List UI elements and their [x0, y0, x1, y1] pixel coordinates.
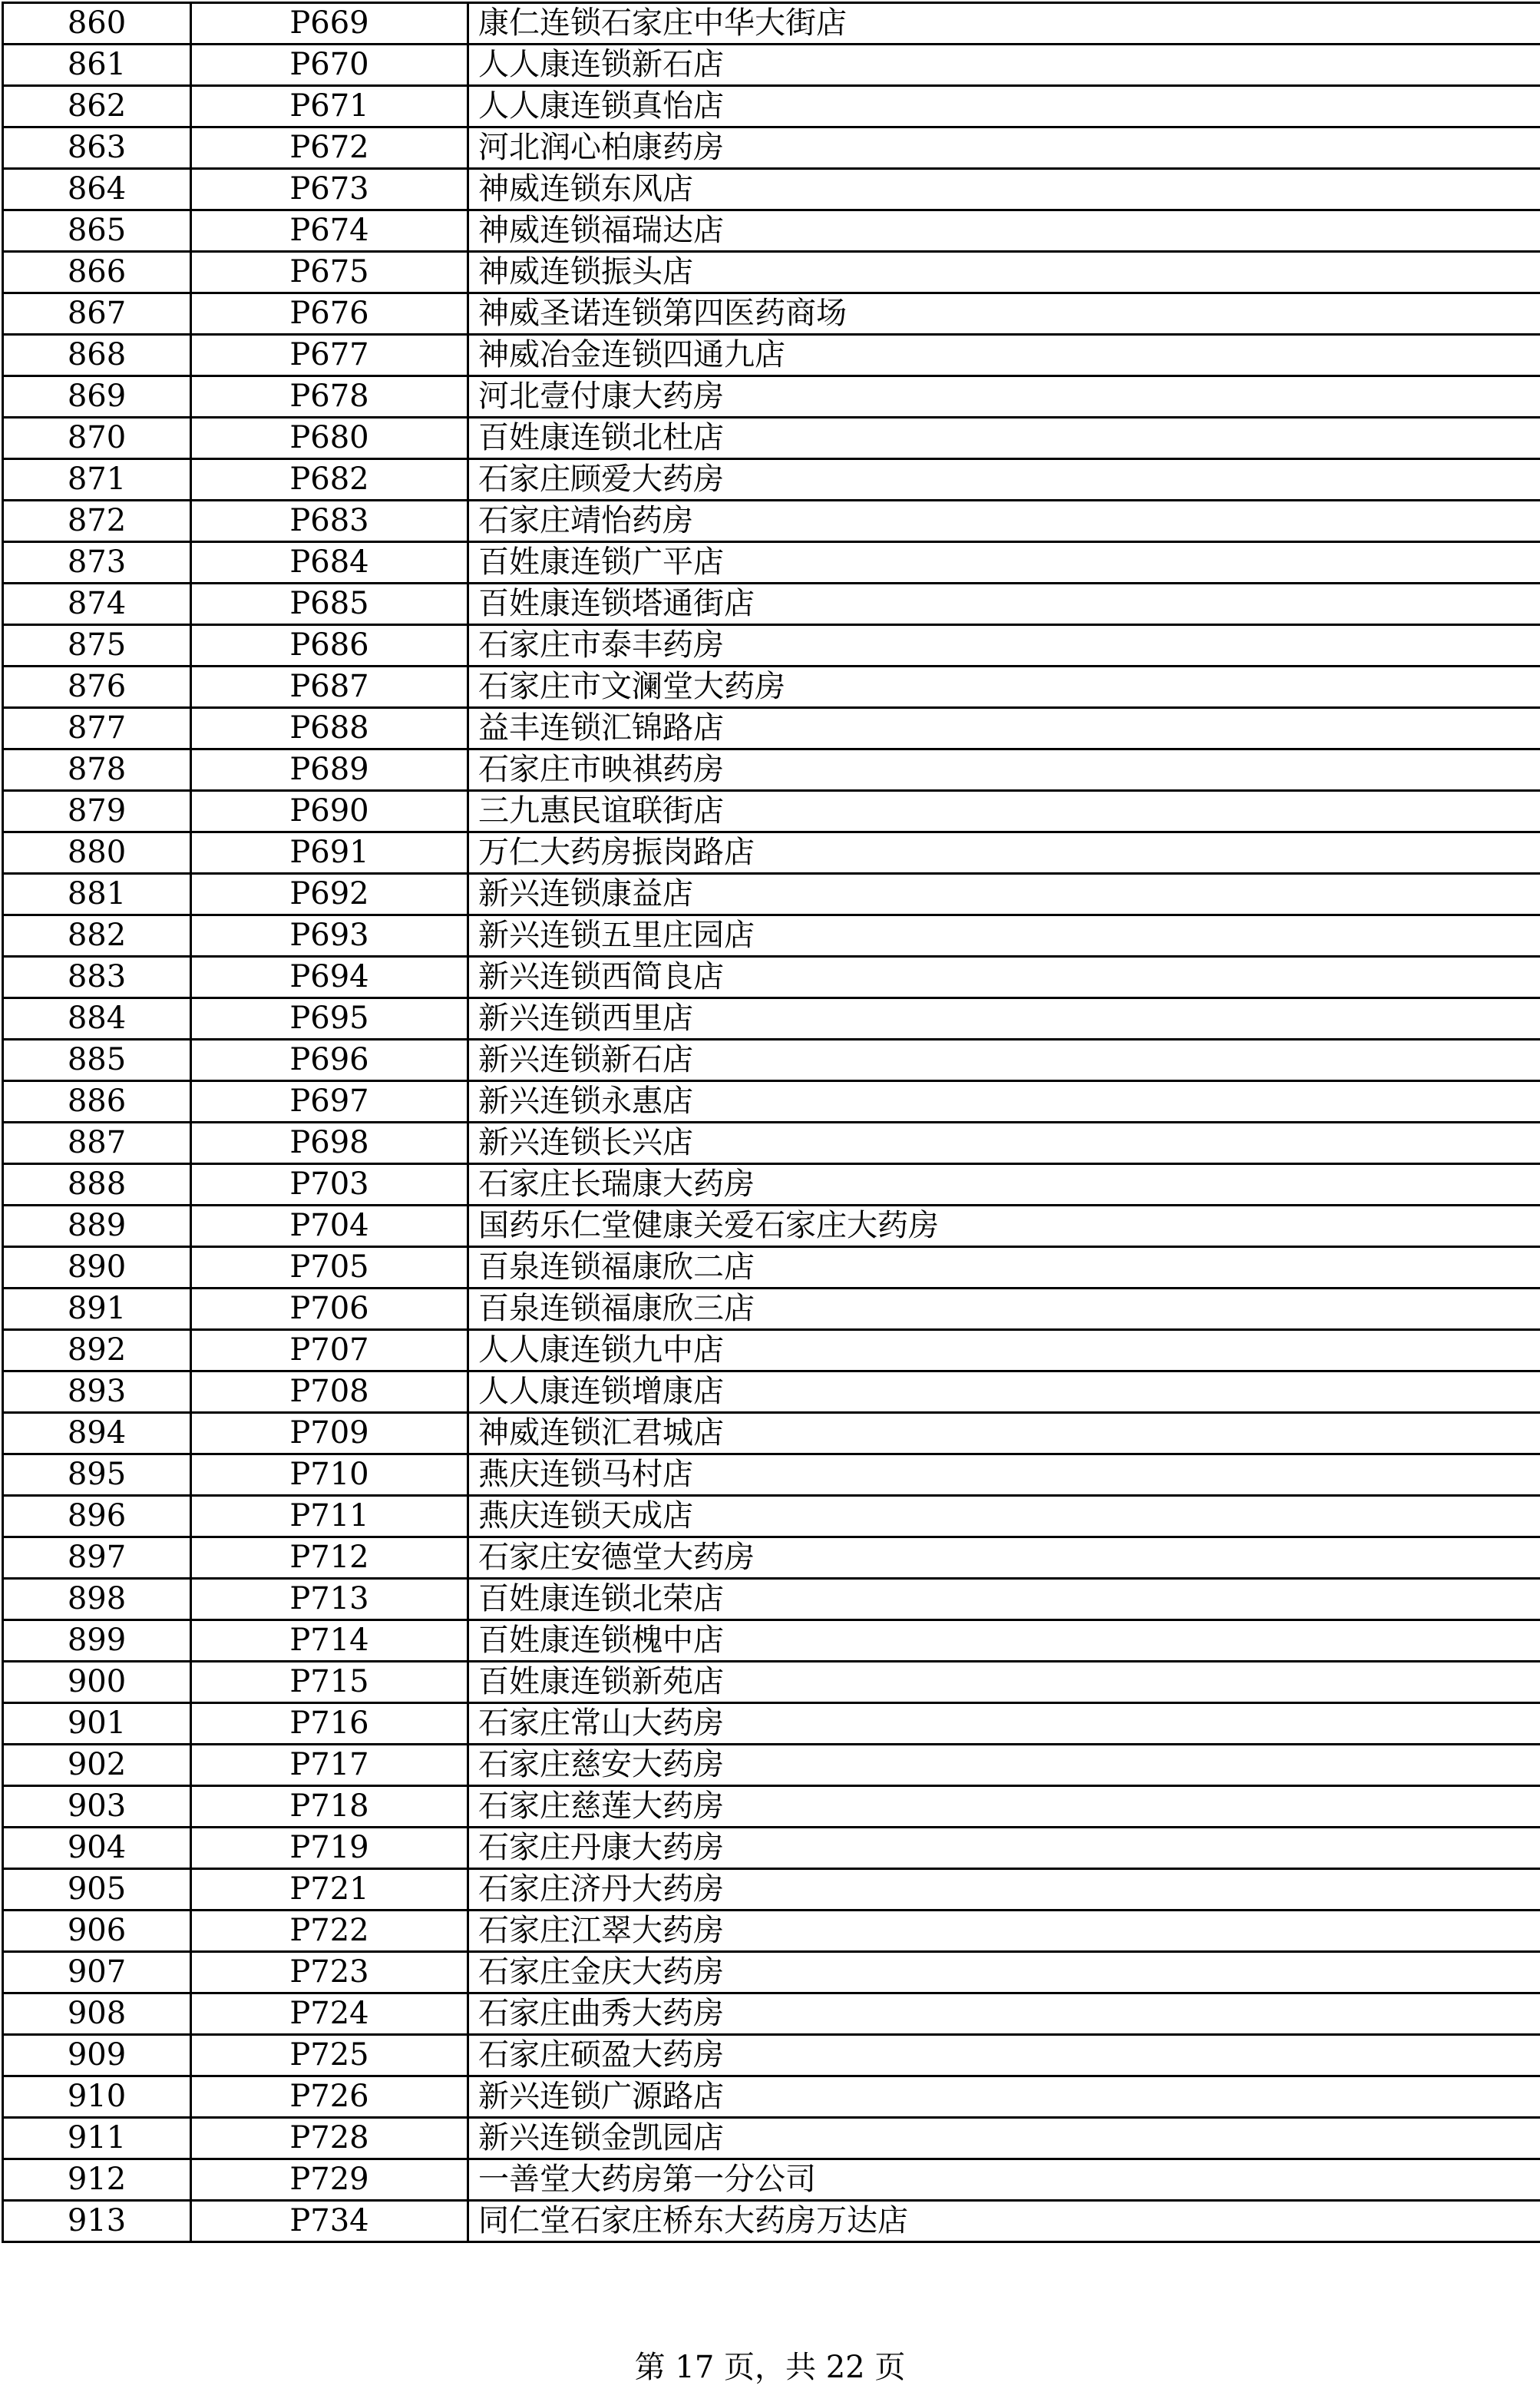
table-row [3, 542, 1540, 584]
store-name-cell: 河北壹付康大药房 [468, 376, 1540, 418]
table-row [3, 459, 1540, 501]
store-name-cell: 石家庄慈安大药房 [468, 1745, 1540, 1786]
row-number-cell: 899 [3, 1620, 191, 1662]
store-name-cell: 石家庄常山大药房 [468, 1703, 1540, 1745]
table-row [3, 1123, 1540, 1164]
row-number-cell: 913 [3, 2201, 191, 2242]
store-name-cell: 新兴连锁广源路店 [468, 2076, 1540, 2118]
store-name-cell: 新兴连锁长兴店 [468, 1123, 1540, 1164]
table-row [3, 708, 1540, 749]
table-row [3, 252, 1540, 293]
row-number-cell: 894 [3, 1413, 191, 1454]
row-number-cell: 888 [3, 1164, 191, 1206]
store-code-cell: P689 [191, 749, 468, 791]
store-code-cell: P721 [191, 1869, 468, 1911]
row-number-cell: 875 [3, 625, 191, 667]
store-code-cell: P722 [191, 1911, 468, 1952]
table-row [3, 418, 1540, 459]
store-name-cell: 新兴连锁五里庄园店 [468, 915, 1540, 957]
table-row [3, 1206, 1540, 1247]
store-name-cell: 国药乐仁堂健康关爱石家庄大药房 [468, 1206, 1540, 1247]
row-number-cell: 893 [3, 1371, 191, 1413]
store-name-cell: 人人康连锁增康店 [468, 1371, 1540, 1413]
table-row [3, 86, 1540, 127]
table-row [3, 1330, 1540, 1371]
table-row [3, 1869, 1540, 1911]
store-name-cell: 燕庆连锁马村店 [468, 1454, 1540, 1496]
row-number-cell: 871 [3, 459, 191, 501]
store-code-cell: P704 [191, 1206, 468, 1247]
store-name-cell: 石家庄江翠大药房 [468, 1911, 1540, 1952]
table-row [3, 335, 1540, 376]
table-row [3, 1537, 1540, 1579]
table-body [3, 3, 1540, 2242]
store-code-cell: P673 [191, 169, 468, 210]
table-row [3, 1496, 1540, 1537]
table-row [3, 1164, 1540, 1206]
store-name-cell: 万仁大药房振岗路店 [468, 832, 1540, 874]
row-number-cell: 895 [3, 1454, 191, 1496]
store-code-cell: P705 [191, 1247, 468, 1289]
row-number-cell: 896 [3, 1496, 191, 1537]
store-code-cell: P715 [191, 1662, 468, 1703]
table-row [3, 1828, 1540, 1869]
row-number-cell: 868 [3, 335, 191, 376]
store-name-cell: 百姓康连锁槐中店 [468, 1620, 1540, 1662]
table-row [3, 210, 1540, 252]
table-row [3, 998, 1540, 1040]
store-code-cell: P682 [191, 459, 468, 501]
row-number-cell: 892 [3, 1330, 191, 1371]
store-code-cell: P718 [191, 1786, 468, 1828]
store-name-cell: 石家庄慈莲大药房 [468, 1786, 1540, 1828]
store-name-cell: 石家庄市文澜堂大药房 [468, 667, 1540, 708]
row-number-cell: 882 [3, 915, 191, 957]
row-number-cell: 910 [3, 2076, 191, 2118]
row-number-cell: 897 [3, 1537, 191, 1579]
row-number-cell: 869 [3, 376, 191, 418]
store-code-cell: P692 [191, 874, 468, 915]
store-name-cell: 人人康连锁新石店 [468, 45, 1540, 86]
store-code-cell: P693 [191, 915, 468, 957]
row-number-cell: 891 [3, 1289, 191, 1330]
store-code-cell: P677 [191, 335, 468, 376]
row-number-cell: 884 [3, 998, 191, 1040]
table-row [3, 2159, 1540, 2201]
row-number-cell: 901 [3, 1703, 191, 1745]
table-row [3, 2118, 1540, 2159]
store-name-cell: 新兴连锁金凯园店 [468, 2118, 1540, 2159]
row-number-cell: 872 [3, 501, 191, 542]
store-name-cell: 百姓康连锁北杜店 [468, 418, 1540, 459]
row-number-cell: 865 [3, 210, 191, 252]
row-number-cell: 883 [3, 957, 191, 998]
row-number-cell: 862 [3, 86, 191, 127]
table-row [3, 791, 1540, 832]
row-number-cell: 889 [3, 1206, 191, 1247]
table-row [3, 1911, 1540, 1952]
row-number-cell: 879 [3, 791, 191, 832]
table-row [3, 1952, 1540, 1993]
store-code-cell: P684 [191, 542, 468, 584]
store-code-cell: P680 [191, 418, 468, 459]
table-row [3, 1371, 1540, 1413]
row-number-cell: 863 [3, 127, 191, 169]
table-row [3, 874, 1540, 915]
table-row [3, 127, 1540, 169]
store-code-cell: P691 [191, 832, 468, 874]
store-code-cell: P694 [191, 957, 468, 998]
table-row [3, 501, 1540, 542]
store-code-cell: P688 [191, 708, 468, 749]
store-name-cell: 康仁连锁石家庄中华大街店 [468, 3, 1540, 45]
store-name-cell: 三九惠民谊联街店 [468, 791, 1540, 832]
store-code-cell: P675 [191, 252, 468, 293]
row-number-cell: 908 [3, 1993, 191, 2035]
table-row [3, 376, 1540, 418]
store-code-cell: P686 [191, 625, 468, 667]
store-name-cell: 百姓康连锁塔通街店 [468, 584, 1540, 625]
row-number-cell: 881 [3, 874, 191, 915]
store-name-cell: 新兴连锁永惠店 [468, 1081, 1540, 1123]
store-code-cell: P698 [191, 1123, 468, 1164]
table-row [3, 915, 1540, 957]
store-name-cell: 石家庄丹康大药房 [468, 1828, 1540, 1869]
row-number-cell: 890 [3, 1247, 191, 1289]
store-code-cell: P697 [191, 1081, 468, 1123]
store-name-cell: 新兴连锁西简良店 [468, 957, 1540, 998]
store-name-cell: 神威圣诺连锁第四医药商场 [468, 293, 1540, 335]
store-code-cell: P683 [191, 501, 468, 542]
row-number-cell: 887 [3, 1123, 191, 1164]
store-code-cell: P729 [191, 2159, 468, 2201]
table-row [3, 293, 1540, 335]
store-name-cell: 神威连锁东风店 [468, 169, 1540, 210]
store-code-cell: P709 [191, 1413, 468, 1454]
row-number-cell: 886 [3, 1081, 191, 1123]
store-name-cell: 石家庄金庆大药房 [468, 1952, 1540, 1993]
row-number-cell: 864 [3, 169, 191, 210]
store-name-cell: 河北润心柏康药房 [468, 127, 1540, 169]
store-code-cell: P725 [191, 2035, 468, 2076]
table-row [3, 667, 1540, 708]
store-code-cell: P687 [191, 667, 468, 708]
table-row [3, 1040, 1540, 1081]
store-name-cell: 新兴连锁新石店 [468, 1040, 1540, 1081]
table-row [3, 584, 1540, 625]
store-code-cell: P706 [191, 1289, 468, 1330]
store-code-cell: P726 [191, 2076, 468, 2118]
store-name-cell: 石家庄市映祺药房 [468, 749, 1540, 791]
store-code-cell: P670 [191, 45, 468, 86]
table-row [3, 749, 1540, 791]
table-row [3, 1662, 1540, 1703]
row-number-cell: 898 [3, 1579, 191, 1620]
store-name-cell: 百姓康连锁新苑店 [468, 1662, 1540, 1703]
store-code-cell: P678 [191, 376, 468, 418]
row-number-cell: 878 [3, 749, 191, 791]
row-number-cell: 911 [3, 2118, 191, 2159]
store-code-cell: P669 [191, 3, 468, 45]
table-row [3, 2201, 1540, 2242]
store-name-cell: 百姓康连锁北荣店 [468, 1579, 1540, 1620]
store-name-cell: 石家庄市泰丰药房 [468, 625, 1540, 667]
store-name-cell: 新兴连锁西里店 [468, 998, 1540, 1040]
store-code-cell: P671 [191, 86, 468, 127]
store-code-cell: P685 [191, 584, 468, 625]
table-row [3, 1703, 1540, 1745]
row-number-cell: 902 [3, 1745, 191, 1786]
table-row [3, 1745, 1540, 1786]
store-code-cell: P695 [191, 998, 468, 1040]
store-code-cell: P707 [191, 1330, 468, 1371]
row-number-cell: 907 [3, 1952, 191, 1993]
row-number-cell: 870 [3, 418, 191, 459]
row-number-cell: 880 [3, 832, 191, 874]
store-name-cell: 一善堂大药房第一分公司 [468, 2159, 1540, 2201]
store-code-cell: P712 [191, 1537, 468, 1579]
store-name-cell: 百泉连锁福康欣二店 [468, 1247, 1540, 1289]
row-number-cell: 912 [3, 2159, 191, 2201]
store-code-cell: P708 [191, 1371, 468, 1413]
store-name-cell: 同仁堂石家庄桥东大药房万达店 [468, 2201, 1540, 2242]
store-name-cell: 燕庆连锁天成店 [468, 1496, 1540, 1537]
store-code-cell: P672 [191, 127, 468, 169]
store-code-cell: P711 [191, 1496, 468, 1537]
table-row [3, 957, 1540, 998]
store-code-cell: P674 [191, 210, 468, 252]
row-number-cell: 876 [3, 667, 191, 708]
pharmacy-table [2, 2, 1540, 2243]
store-name-cell: 神威连锁福瑞达店 [468, 210, 1540, 252]
store-name-cell: 神威冶金连锁四通九店 [468, 335, 1540, 376]
store-code-cell: P719 [191, 1828, 468, 1869]
table-row [3, 169, 1540, 210]
store-name-cell: 益丰连锁汇锦路店 [468, 708, 1540, 749]
store-code-cell: P714 [191, 1620, 468, 1662]
row-number-cell: 861 [3, 45, 191, 86]
table-row [3, 1247, 1540, 1289]
store-name-cell: 石家庄济丹大药房 [468, 1869, 1540, 1911]
store-code-cell: P728 [191, 2118, 468, 2159]
table-row [3, 1579, 1540, 1620]
table-row [3, 3, 1540, 45]
store-code-cell: P676 [191, 293, 468, 335]
store-name-cell: 百姓康连锁广平店 [468, 542, 1540, 584]
row-number-cell: 904 [3, 1828, 191, 1869]
store-name-cell: 石家庄长瑞康大药房 [468, 1164, 1540, 1206]
store-code-cell: P724 [191, 1993, 468, 2035]
row-number-cell: 866 [3, 252, 191, 293]
store-code-cell: P710 [191, 1454, 468, 1496]
row-number-cell: 900 [3, 1662, 191, 1703]
table-row [3, 1454, 1540, 1496]
store-name-cell: 石家庄硕盈大药房 [468, 2035, 1540, 2076]
table-row [3, 832, 1540, 874]
table-row [3, 1786, 1540, 1828]
page-footer: 第 17 页，共 22 页 [634, 2350, 906, 2385]
row-number-cell: 867 [3, 293, 191, 335]
table-row [3, 625, 1540, 667]
store-code-cell: P716 [191, 1703, 468, 1745]
table-row [3, 1081, 1540, 1123]
store-name-cell: 石家庄安德堂大药房 [468, 1537, 1540, 1579]
store-code-cell: P696 [191, 1040, 468, 1081]
store-code-cell: P734 [191, 2201, 468, 2242]
store-name-cell: 神威连锁汇君城店 [468, 1413, 1540, 1454]
table-row [3, 2035, 1540, 2076]
row-number-cell: 903 [3, 1786, 191, 1828]
store-name-cell: 百泉连锁福康欣三店 [468, 1289, 1540, 1330]
store-name-cell: 新兴连锁康益店 [468, 874, 1540, 915]
table-row [3, 1620, 1540, 1662]
store-code-cell: P713 [191, 1579, 468, 1620]
store-name-cell: 神威连锁振头店 [468, 252, 1540, 293]
row-number-cell: 860 [3, 3, 191, 45]
store-code-cell: P703 [191, 1164, 468, 1206]
row-number-cell: 905 [3, 1869, 191, 1911]
row-number-cell: 906 [3, 1911, 191, 1952]
store-name-cell: 石家庄顾爱大药房 [468, 459, 1540, 501]
row-number-cell: 877 [3, 708, 191, 749]
store-name-cell: 人人康连锁真怡店 [468, 86, 1540, 127]
row-number-cell: 885 [3, 1040, 191, 1081]
table-row [3, 1289, 1540, 1330]
store-name-cell: 石家庄靖怡药房 [468, 501, 1540, 542]
store-code-cell: P723 [191, 1952, 468, 1993]
store-name-cell: 人人康连锁九中店 [468, 1330, 1540, 1371]
row-number-cell: 873 [3, 542, 191, 584]
store-name-cell: 石家庄曲秀大药房 [468, 1993, 1540, 2035]
store-code-cell: P717 [191, 1745, 468, 1786]
row-number-cell: 874 [3, 584, 191, 625]
store-code-cell: P690 [191, 791, 468, 832]
table-row [3, 2076, 1540, 2118]
table-row [3, 1993, 1540, 2035]
row-number-cell: 909 [3, 2035, 191, 2076]
table-row [3, 45, 1540, 86]
table-row [3, 1413, 1540, 1454]
